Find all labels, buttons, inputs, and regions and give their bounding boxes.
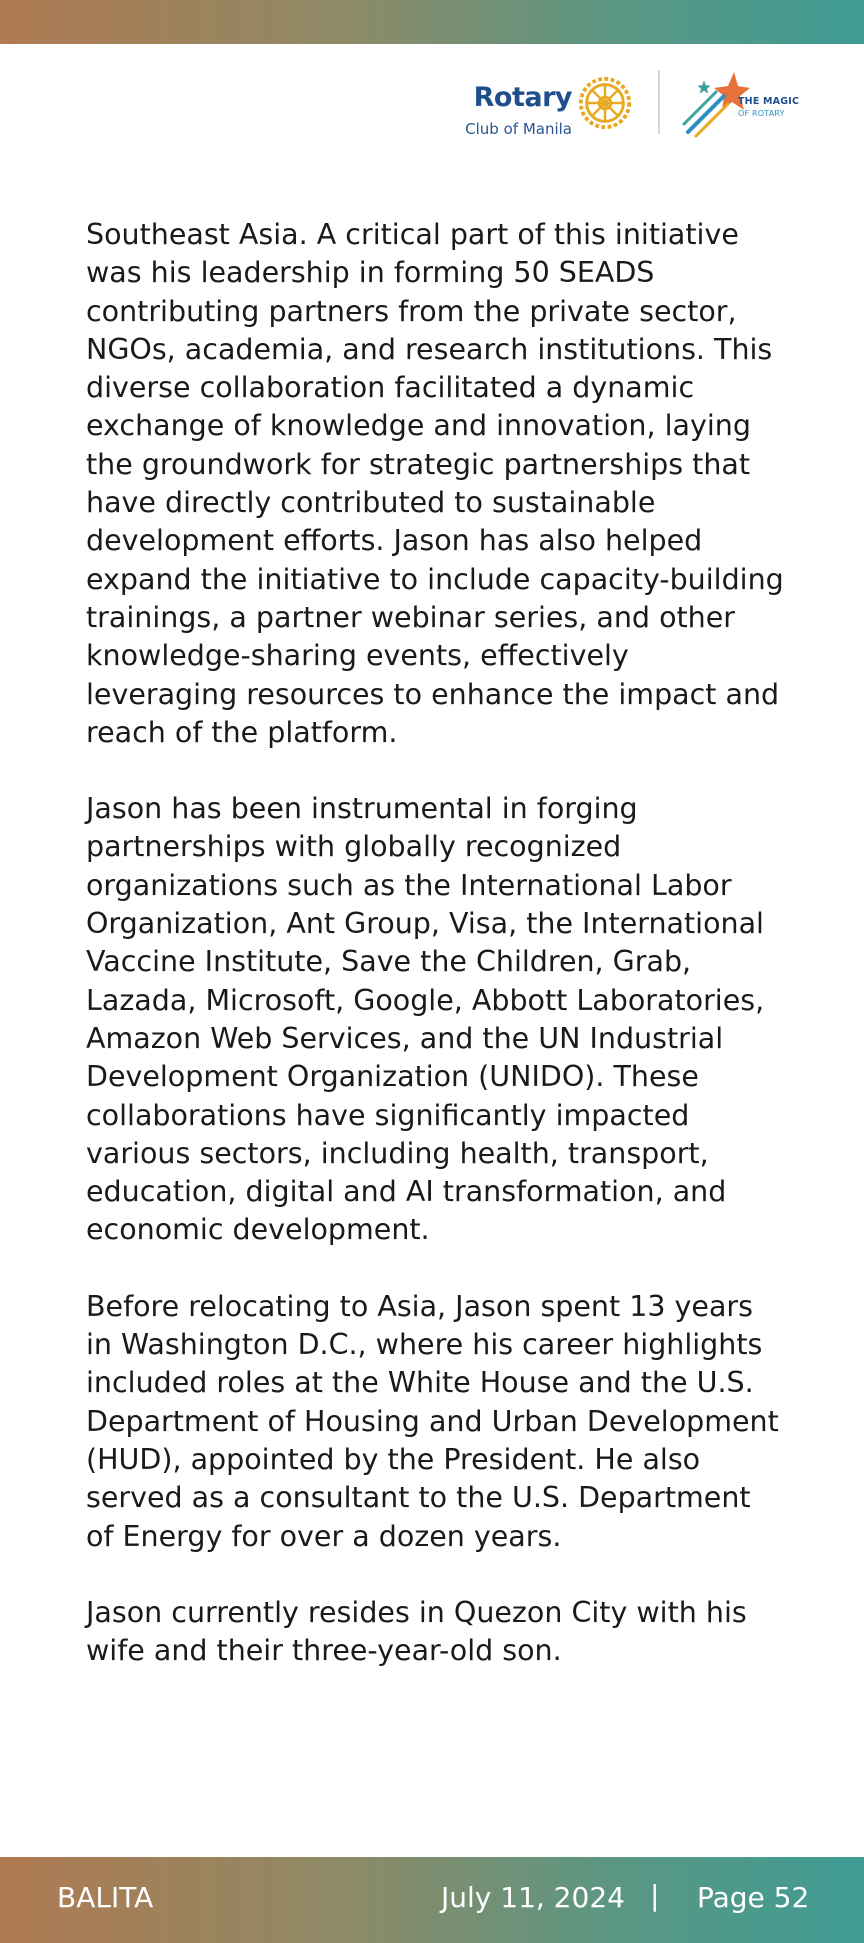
footer-separator: | bbox=[650, 1879, 660, 1912]
logo-divider bbox=[658, 70, 660, 134]
issue-date: July 11, 2024 bbox=[441, 1881, 625, 1914]
magic-title: THE MAGIC bbox=[738, 96, 800, 107]
magic-subtitle: OF ROTARY bbox=[738, 109, 785, 118]
page-number: Page 52 bbox=[697, 1881, 810, 1914]
header-logos bbox=[444, 60, 824, 150]
paragraph: Southeast Asia. A critical part of this initiative was his leadership in forming 50 SEADS contributing partners from the private sector, NGOs, academia, and research institutions. This diverse collaboration facilitated a dynamic exchange of knowledge and innovation, laying the groundwork for strategic partnerships that have directly contributed to sustainable development efforts. Jason has also helped expand the initiative to include capacity-building trainings, a partner webinar series, and other knowledge-sharing events, effectively leveraging resources to enhance the impact and reach of the platform. bbox=[86, 218, 784, 749]
article-body bbox=[86, 216, 786, 1708]
top-gradient-bar bbox=[0, 0, 864, 44]
paragraph: Jason has been instrumental in forging partnerships with globally recognized organizations such as the International Labor Organization, Ant Group, Visa, the International Vaccine Institute, Save the Children, Grab, Lazada, Microsoft, Google, Abbott Laboratories, Amazon Web Services, and the UN Industrial Development Organization (UNIDO). These collaborations have significantly impacted various sectors, including health, transport, education, digital and AI transformation, and economic development. bbox=[86, 792, 765, 1247]
publication-name: BALITA bbox=[57, 1881, 154, 1914]
club-name: Club of Manila bbox=[465, 120, 572, 138]
paragraph: Before relocating to Asia, Jason spent 13 years in Washington D.C., where his career highlights included roles at the White House and the U.S. Department of Housing and Urban Development (HUD), appointed by the President. He also served as a consultant to the U.S. Department of Energy for over a dozen years. bbox=[86, 1289, 779, 1553]
paragraph: Jason currently resides in Quezon City with his wife and their three-year-old son. bbox=[86, 1595, 747, 1668]
rotary-wheel-icon bbox=[576, 74, 634, 132]
rotary-club-logo bbox=[444, 68, 634, 148]
rotary-wordmark: Rotary bbox=[473, 82, 572, 113]
magic-of-rotary-logo bbox=[680, 66, 804, 146]
footer bbox=[0, 1857, 864, 1943]
